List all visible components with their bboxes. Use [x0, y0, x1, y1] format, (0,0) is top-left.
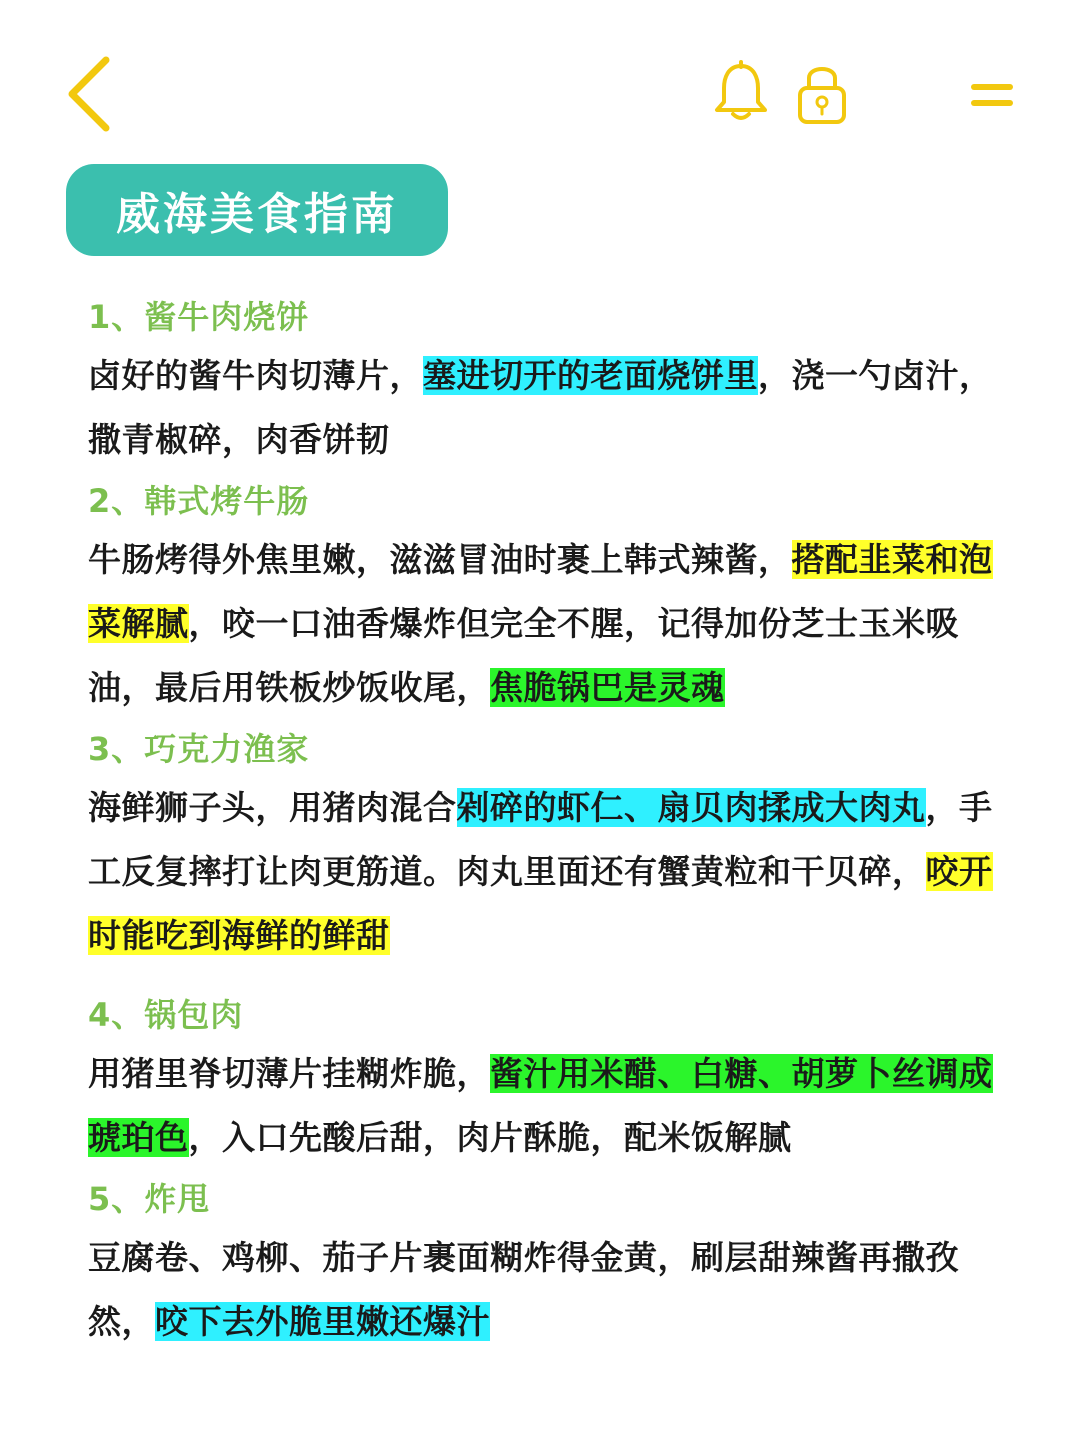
section-text-1 [88, 344, 1018, 472]
highlight-cyan: 剁碎的虾仁、扇贝肉揉成大肉丸 [456, 788, 926, 827]
highlight-cyan: 咬下去外脆里嫩还爆汁 [155, 1302, 490, 1341]
text-span: ，咬一口油香爆炸但完全不腥，记得加份芝士玉米吸油，最后用铁板炒饭收尾， [88, 604, 959, 707]
back-icon[interactable] [62, 54, 116, 134]
title-badge [66, 164, 448, 256]
top-bar [0, 0, 1080, 160]
text-span: ，手工反复摔打让肉更筋道。肉丸里面还有蟹黄粒和干贝碎， [88, 788, 993, 891]
text-span: ，入口先酸后甜，肉片酥脆，配米饭解腻 [188, 1118, 792, 1157]
section-text-2 [88, 528, 1018, 720]
section-heading-3: 3、巧克力渔家 [88, 730, 310, 768]
text-span: 海鲜狮子头，用猪肉混合 [88, 788, 457, 827]
highlight-yellow: 咬开时能吃到海鲜的鲜甜 [88, 852, 993, 955]
menu-icon[interactable] [970, 82, 1014, 108]
text-span: ，浇一勺卤汁，撒青椒碎，肉香饼韧 [88, 356, 993, 459]
section-text-5 [88, 1226, 1018, 1354]
section-text-3 [88, 776, 1018, 968]
lock-icon[interactable] [796, 60, 848, 126]
section-heading-2: 2、韩式烤牛肠 [88, 482, 310, 520]
article-content [88, 292, 1018, 1358]
bell-icon[interactable] [712, 60, 770, 124]
section-text-4 [88, 1042, 1018, 1170]
highlight-cyan: 塞进切开的老面烧饼里 [423, 356, 758, 395]
section-heading-4: 4、锅包肉 [88, 996, 244, 1034]
highlight-yellow: 搭配韭菜和泡菜解腻 [88, 540, 993, 643]
text-span: 牛肠烤得外焦里嫩，滋滋冒油时裹上韩式辣酱， [88, 540, 792, 579]
section-heading-1: 1、酱牛肉烧饼 [88, 298, 310, 336]
section-heading-5: 5、炸甩 [88, 1180, 211, 1218]
text-span: 卤好的酱牛肉切薄片， [88, 356, 423, 395]
text-span: 用猪里脊切薄片挂糊炸脆， [88, 1054, 490, 1093]
text-span: 豆腐卷、鸡柳、茄子片裹面糊炸得金黄，刷层甜辣酱再撒孜然， [88, 1238, 959, 1341]
highlight-green: 酱汁用米醋、白糖、胡萝卜丝调成琥珀色 [88, 1054, 993, 1157]
page-title: 威海美食指南 [116, 189, 398, 240]
highlight-green: 焦脆锅巴是灵魂 [490, 668, 725, 707]
